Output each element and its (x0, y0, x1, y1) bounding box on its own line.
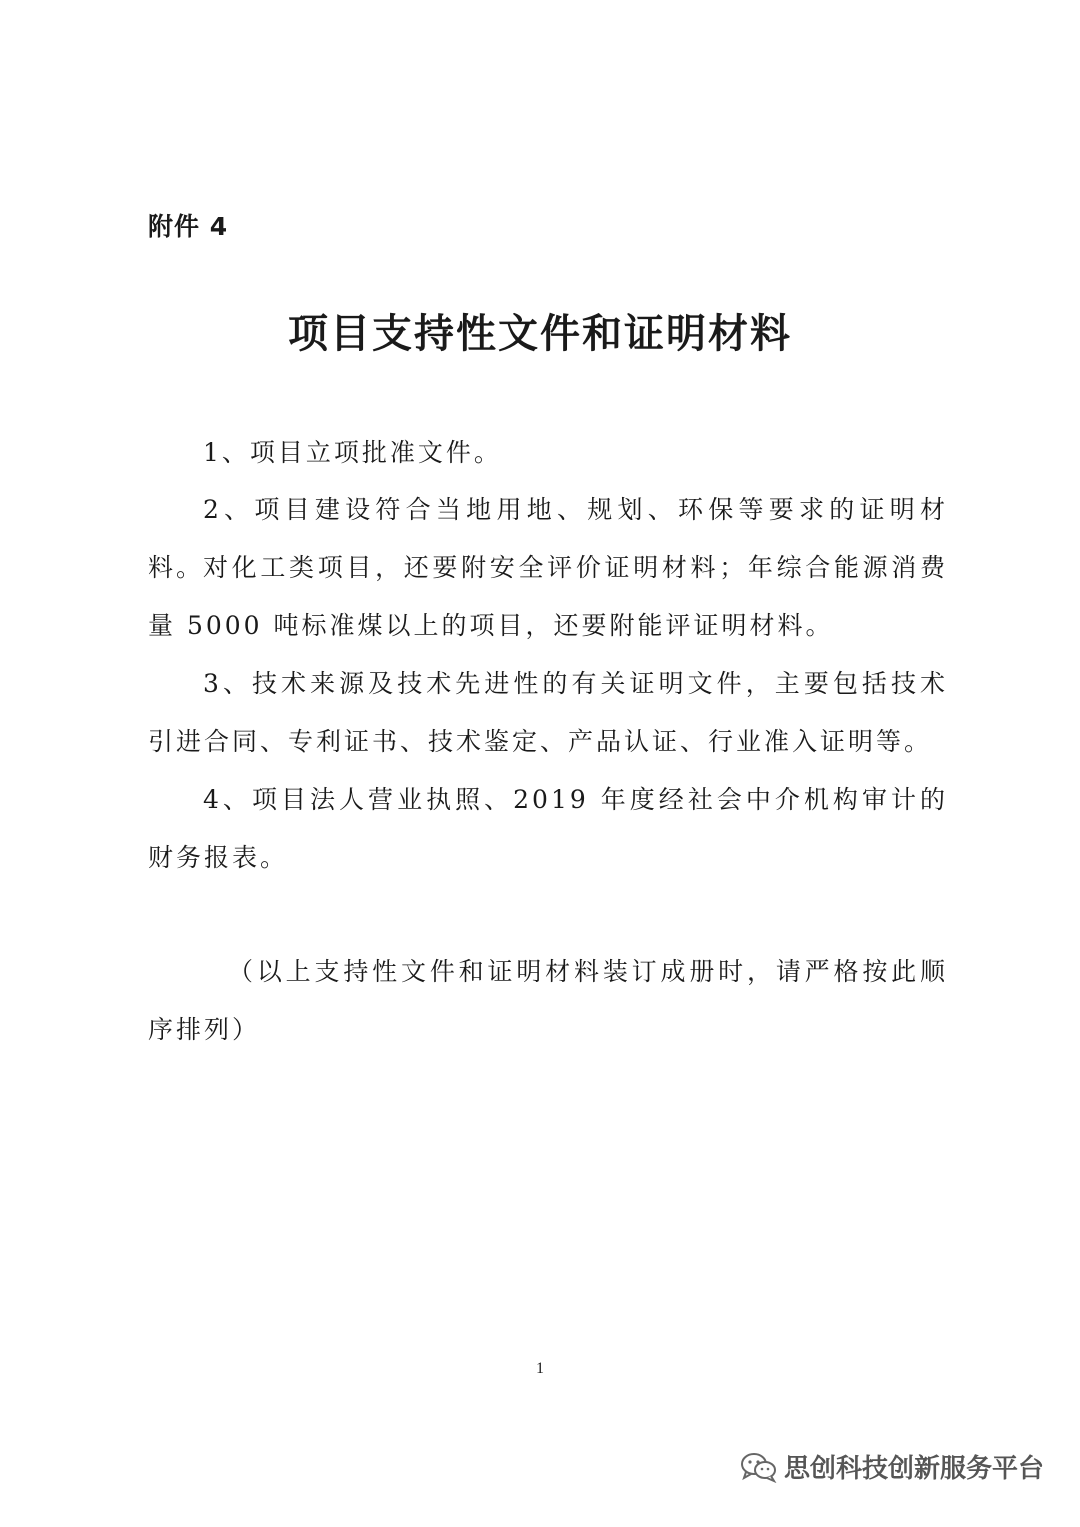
item-2: 2、项目建设符合当地用地、规划、环保等要求的证明材料。 (148, 495, 948, 582)
watermark (740, 1448, 1044, 1485)
page-title: 项目支持性文件和证明材料 (288, 311, 792, 357)
attachment-label: 附件 4 (148, 212, 229, 241)
wechat-icon (740, 1451, 778, 1483)
item-4: 4、项目法人营业执照、2019 年度经社会中介机构审计的财务报表。 (148, 785, 948, 872)
item-1: 1、项目立项批准文件。 (203, 438, 502, 467)
watermark-text: 思创科技创新服务平台 (783, 1454, 1044, 1484)
item-3: 3、技术来源及技术先进性的有关证明文件，主要包括技术引进合同、专利证书、技术鉴定、产品认证、行业准入证明等。 (148, 669, 948, 756)
binding-note: （以上支持性文件和证明材料装订成册时，请严格按此顺序排列） (148, 957, 948, 1044)
item-2-supplement: 对化工类项目，还要附安全评价证明材料；年综合能源消费量 5000 吨标准煤以上的项目，还要附能评证明材料。 (148, 553, 948, 640)
page-number: 1 (536, 1360, 544, 1377)
